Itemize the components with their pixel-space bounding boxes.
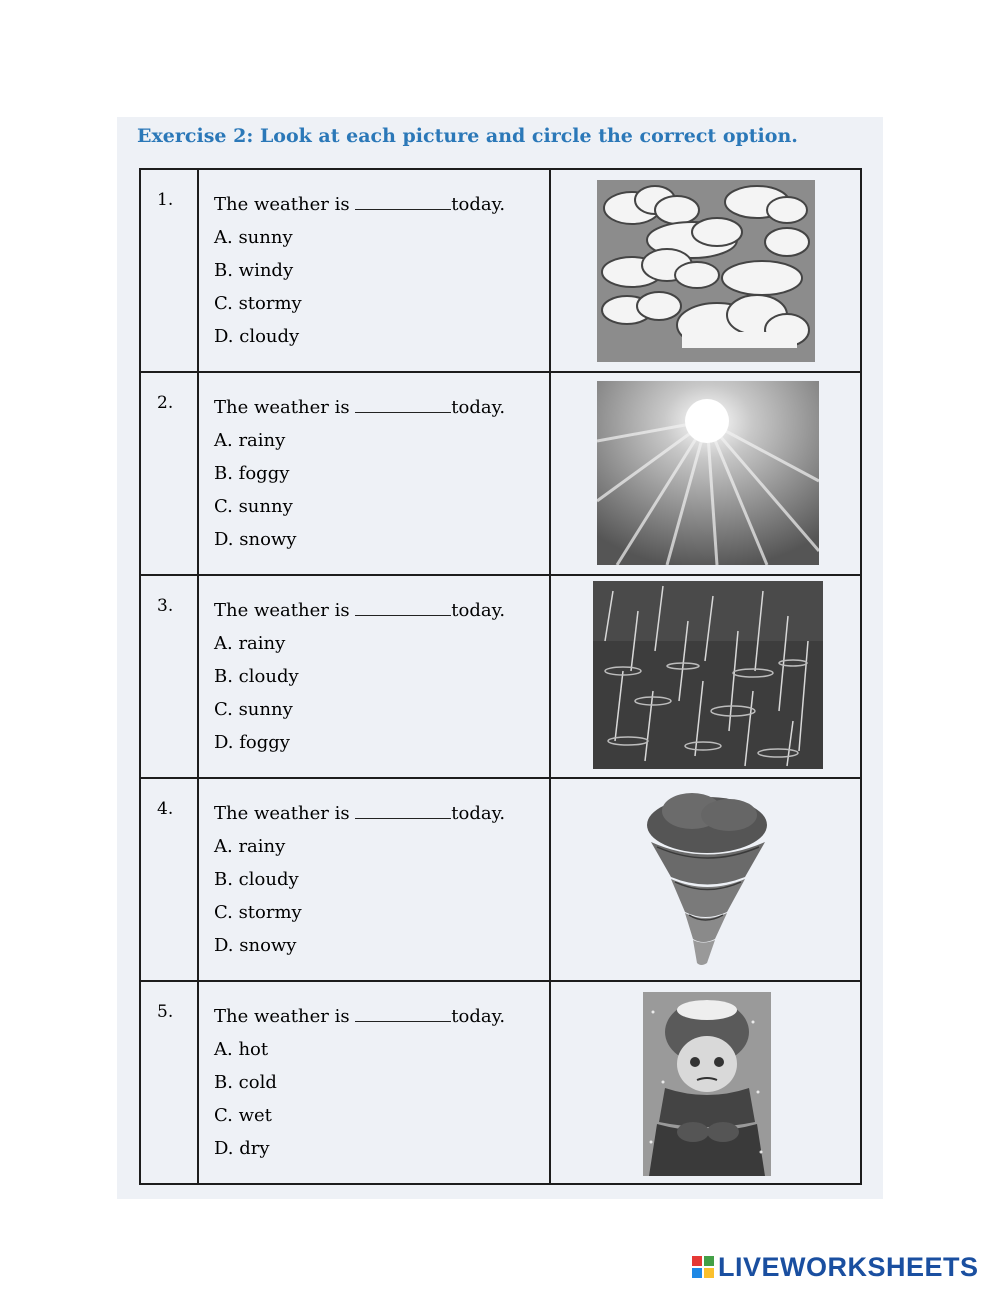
option-c[interactable]: C. sunny <box>214 699 293 720</box>
question-stem: The weather is <box>214 1006 356 1027</box>
answer-blank[interactable] <box>355 1005 451 1022</box>
logo-square-yellow <box>704 1268 714 1278</box>
option-c[interactable]: C. stormy <box>214 293 302 314</box>
option-b[interactable]: B. foggy <box>214 463 290 484</box>
answer-blank[interactable] <box>355 193 451 210</box>
option-a[interactable]: A. rainy <box>214 430 286 451</box>
option-a[interactable]: A. sunny <box>214 227 293 248</box>
question-stem: The weather is <box>214 194 356 215</box>
answer-blank[interactable] <box>355 599 451 616</box>
option-b[interactable]: B. windy <box>214 260 294 281</box>
option-b[interactable]: B. cold <box>214 1072 277 1093</box>
question-row: 4. The weather is today. A. rainy B. cloudy C. stormy D. snowy <box>140 778 861 981</box>
question-row: 3. The weather is today. A. rainy B. cloudy C. sunny D. foggy <box>140 575 861 778</box>
question-table <box>139 168 862 1185</box>
exercise-title: Exercise 2: Look at each picture and circle the correct option. <box>137 125 798 147</box>
liveworksheets-logo <box>692 1250 979 1284</box>
option-d[interactable]: D. cloudy <box>214 326 300 347</box>
question-number: 2. <box>157 393 174 413</box>
question-stem: The weather is <box>214 600 356 621</box>
option-d[interactable]: D. dry <box>214 1138 270 1159</box>
option-c[interactable]: C. sunny <box>214 496 293 517</box>
question-row: 2. The weather is today. A. rainy B. foggy C. sunny D. snowy <box>140 372 861 575</box>
cold-child-picture <box>643 992 771 1176</box>
answer-blank[interactable] <box>355 802 451 819</box>
option-a[interactable]: A. rainy <box>214 633 286 654</box>
option-d[interactable]: D. foggy <box>214 732 290 753</box>
question-stem: The weather is <box>214 803 356 824</box>
logo-square-green <box>704 1256 714 1266</box>
question-stem: The weather is <box>214 397 356 418</box>
option-b[interactable]: B. cloudy <box>214 666 299 687</box>
logo-square-blue <box>692 1268 702 1278</box>
logo-square-red <box>692 1256 702 1266</box>
rain-picture <box>593 581 823 769</box>
question-number: 3. <box>157 596 174 616</box>
option-b[interactable]: B. cloudy <box>214 869 299 890</box>
tornado-picture <box>637 787 777 973</box>
question-number: 1. <box>157 190 174 210</box>
question-row: 5. The weather is today. A. hot B. cold C. wet D. dry <box>140 981 861 1184</box>
cloud-icon <box>765 228 809 256</box>
clouds-picture <box>597 180 815 362</box>
option-a[interactable]: A. rainy <box>214 836 286 857</box>
cloud-icon <box>722 261 802 295</box>
question-number: 5. <box>157 1002 174 1022</box>
option-a[interactable]: A. hot <box>214 1039 269 1060</box>
brand-logo-icon <box>692 1256 714 1278</box>
option-d[interactable]: D. snowy <box>214 935 297 956</box>
tornado-icon <box>647 793 767 965</box>
sunshine-picture <box>597 381 819 565</box>
option-c[interactable]: C. stormy <box>214 902 302 923</box>
option-d[interactable]: D. snowy <box>214 529 297 550</box>
option-c[interactable]: C. wet <box>214 1105 272 1126</box>
brand-name: LIVEWORKSHEETS <box>718 1251 979 1282</box>
answer-blank[interactable] <box>355 396 451 413</box>
question-number: 4. <box>157 799 174 819</box>
question-row: 1. The weather is today. A. sunny B. windy C. stormy D. cloudy <box>140 169 861 372</box>
